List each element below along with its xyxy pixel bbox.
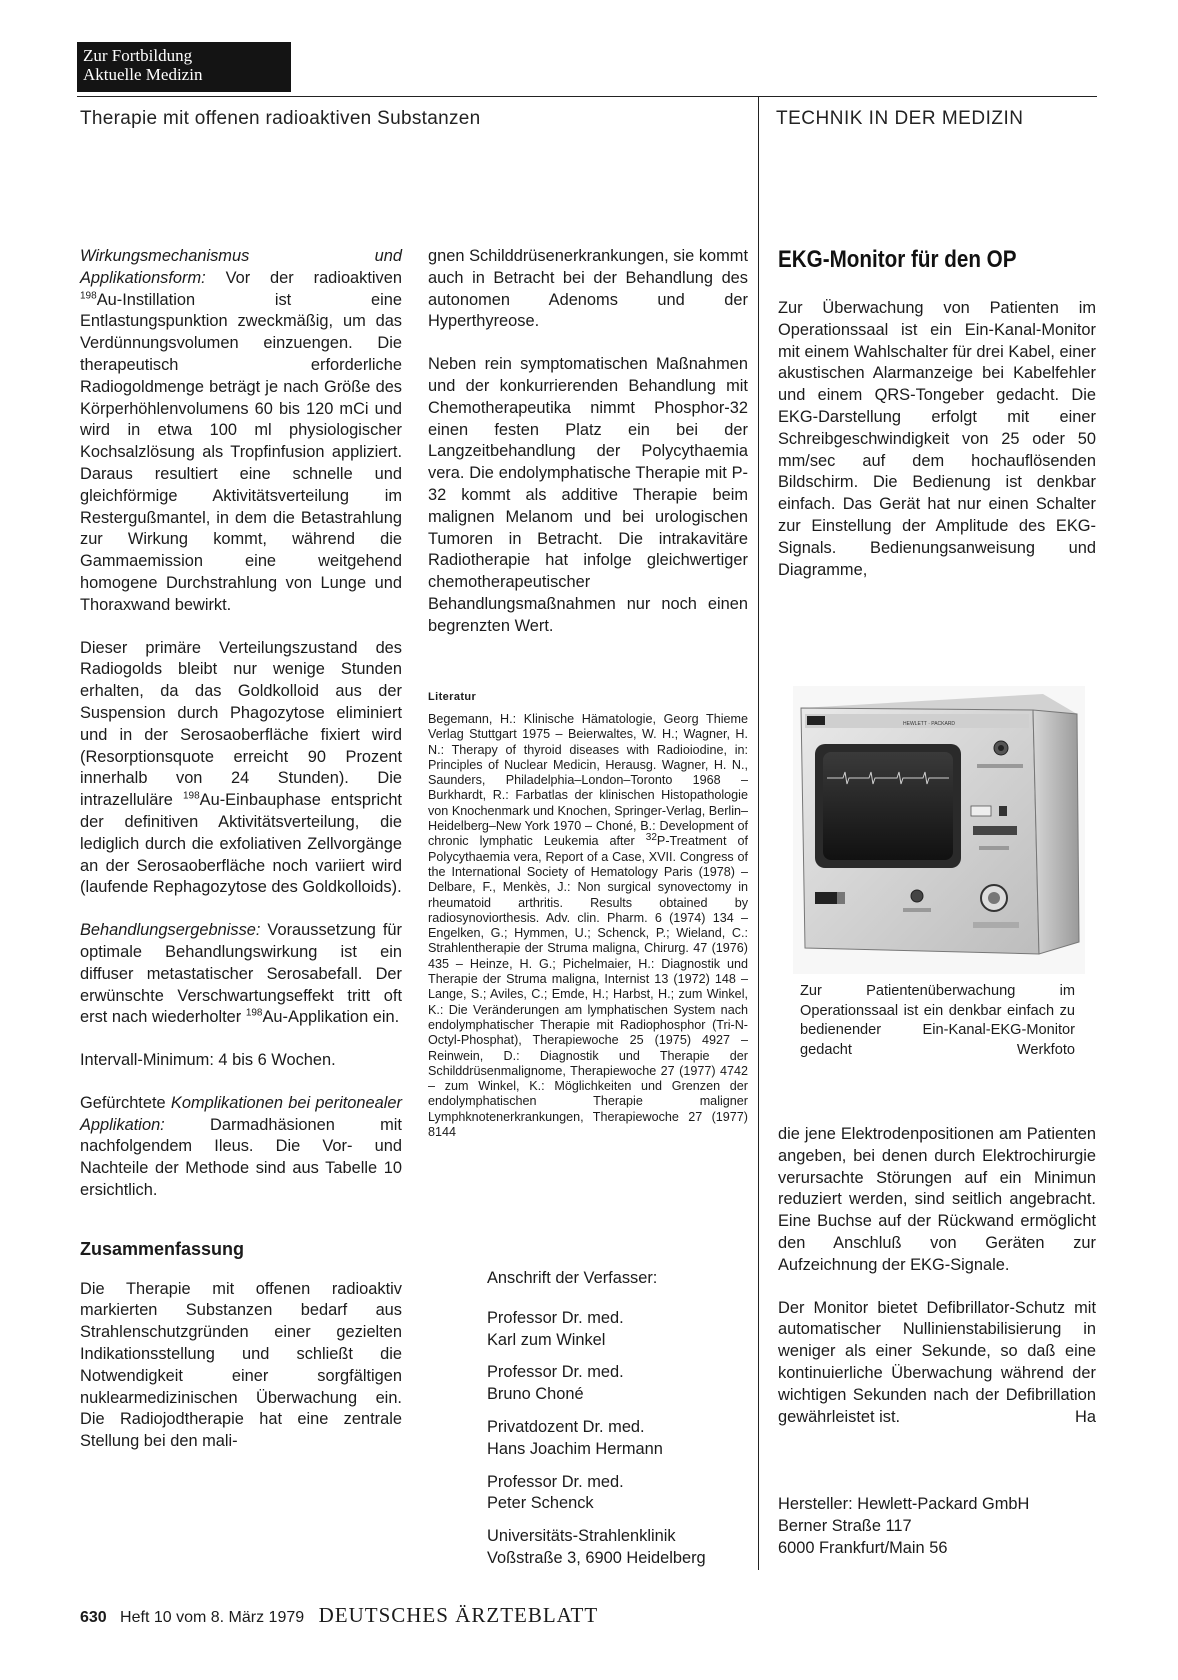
text: Privatdozent Dr. med. bbox=[487, 1417, 645, 1436]
article-column-1 bbox=[80, 246, 402, 1474]
caption-text: Zur Patientenüberwachung im Operationssaal ist ein denkbar einfach zu bedienender Ein-Kanal-EKG-Monitor gedacht bbox=[800, 983, 1075, 1058]
literature-label: Literatur bbox=[428, 691, 477, 703]
address-heading: Anschrift der Verfasser: bbox=[487, 1269, 658, 1287]
inline-heading: Komplikationen bei peritonealer Applikation: bbox=[80, 1093, 402, 1134]
references bbox=[428, 712, 748, 1140]
text: Professor Dr. med. bbox=[487, 1363, 624, 1382]
article-headline: EKG-Monitor für den OP bbox=[778, 246, 1017, 273]
text: Hans Joachim Hermann bbox=[487, 1439, 663, 1458]
text: Professor Dr. med. bbox=[487, 1308, 624, 1327]
ekg-monitor-photo bbox=[793, 686, 1085, 974]
page-footer bbox=[80, 1603, 598, 1628]
text: Karl zum Winkel bbox=[487, 1330, 606, 1349]
text: Der Monitor bietet Defibrillator-Schutz mit automatischer Nullinienstabilisierung in weniger als einer Sekunde, so daß eine kontinuierliche Überwachung während der wichtigen Sekunden nach der Defibrillation gewährleistet ist. bbox=[778, 1298, 1096, 1426]
text: Gefürchtete bbox=[80, 1093, 171, 1112]
paragraph: Zur Überwachung von Patienten im Operationssaal ist ein Ein-Kanal-Monitor mit einem Wahlschalter für drei Kabel, einer akustischen Alarmanzeige bei Kabelfehler und einem QRS-Tongeber gedacht. Die EKG-Darstellung erfolgt mit einer Schreibgeschwindigkeit von 25 oder 50 mm/sec auf dem hochauflösenden Bildschirm. Die Bedienung ist denkbar einfach. Das Gerät hat nur einen Schalter zur Einstellung der Amplitude des EKG-Signals. Bedienungsanweisung und Diagramme, bbox=[778, 299, 1096, 579]
literature-list bbox=[428, 712, 748, 1140]
paragraph bbox=[80, 246, 402, 617]
text: Peter Schenck bbox=[487, 1494, 594, 1513]
running-head-right: TECHNIK IN DER MEDIZIN bbox=[776, 108, 1024, 129]
text: Darmadhäsionen mit nachfolgendem Ileus. Die Vor- und Nachteile der Methode sind aus Tabelle 10 ersichtlich. bbox=[80, 1115, 402, 1200]
superscript: 198 bbox=[182, 790, 200, 802]
kicker-line-1: Zur Fortbildung bbox=[83, 46, 193, 65]
article-column-3 bbox=[778, 298, 1096, 602]
text: Voraussetzung für optimale Behandlungswirkung ist ein diffuser metastatischer Serosabefall. Der erwünschte Verschwartungseffekt tritt oft erst nach wiederholter bbox=[80, 921, 402, 1027]
text: Au-Applikation ein. bbox=[262, 1008, 400, 1027]
text: Bruno Choné bbox=[487, 1385, 584, 1404]
article-column-3-continued bbox=[778, 1124, 1096, 1449]
paragraph bbox=[80, 1093, 402, 1202]
manufacturer-line: Hersteller: Hewlett-Packard GmbH bbox=[778, 1495, 1030, 1513]
paragraph: Intervall-Minimum: 4 bis 6 Wochen. bbox=[80, 1051, 336, 1070]
text: Universitäts-Strahlenklinik bbox=[487, 1527, 676, 1546]
text: Dieser primäre Verteilungszustand des Radiogolds bleibt nur wenige Stunden erhalten, da das Goldkolloid aus der Suspension durch Phagozytose eliminiert und in der Serosaoberfläche fixiert wird (Resorptionsquote erreicht 90 Prozent innerhalb von 24 Stunden). Die intrazelluläre bbox=[80, 638, 402, 810]
photo-credit: Werkfoto bbox=[1016, 1041, 1075, 1058]
author-entry bbox=[487, 1472, 706, 1516]
text: Vor der radioaktiven bbox=[205, 268, 402, 287]
paragraph: gnen Schilddrüsenerkrankungen, sie kommt auch in Betracht bei der Behandlung des autonomen Adenoms und der Hyperthyreose. bbox=[428, 247, 748, 331]
paragraph: Die Therapie mit offenen radioaktiv markierten Substanzen bedarf aus Strahlenschutzgründen einer gezielten Indikationsstellung und schließt die Notwendigkeit einer sorgfältigen nuklearmedizinischen Überwachung ein. Die Radiojodtherapie hat eine zentrale Stellung bei den mali- bbox=[80, 1279, 402, 1451]
text: P-Treatment of Polycythaemia vera, Report of a Case, XVII. Congress of the International Society of Hematology Paris (1978) – Delbare, F., Menkès, J.: Non surgical synovectomy in rheumatoid arthritis. Results obtained by radiosynoviorthesis. Adv. clin. Pharm. 6 (1974) 134 – Engelken, G.; Hymmen, U.; Schenck, P.; Wieland, C.: Strahlentherapie der Struma maligna, Chirurg. 47 (1976) 435 – Heinze, H. G.; Pichelmaier, H.: Diagnostik und Therapie der Struma maligna, Internist 13 (1972) 148 – Lange, S.; Aviles, C.; Emde, H.; Harbst, H.; zum Winkel, K.: Die Veränderungen am lymphatischen System nach endolymphatischer Therapie mit Radiophosphor (Tri-N-Octyl-Phosphat), Therapiewoche 25 (1975) 4927 – Reinwein, D.: Diagnostik und Therapie der Schilddrüsenmalignome, Therapiewoche 27 (1977) 4742 – zum Winkel, K.: Möglichkeiten und Grenzen der endolymphatischen Therapie maligner Lymphknotenerkrankungen, Therapiewoche 27 (1977) 8144 bbox=[428, 834, 748, 1140]
author-entry bbox=[487, 1417, 706, 1461]
superscript: 198 bbox=[245, 1007, 263, 1019]
photo-caption bbox=[800, 982, 1075, 1060]
header-rule bbox=[77, 96, 1097, 97]
paragraph bbox=[778, 1298, 1096, 1429]
superscript: 198 bbox=[80, 290, 97, 302]
column-divider bbox=[758, 96, 759, 1570]
issue-info: Heft 10 vom 8. März 1979 bbox=[120, 1609, 305, 1626]
text: Begemann, H.: Klinische Hämatologie, Georg Thieme Verlag Stuttgart 1975 – Beierwaltes, W. H.; Wagner, H. N.: Therapy of thyroid diseases with Radioiodine, in: Principles of Nuclear Medicin, Herausg. Wagner, H. N., Saunders, Philadelphia–London–Toronto 1968 – Burkhardt, R.: Farbatlas der klinischen Histopathologie von Knochenmark und Knochen, Springer-Verlag, Berlin–Heidelberg–New York 1970 – Choné, B.: Development of chronic lymphatic Leukemia after bbox=[428, 712, 748, 849]
section-kicker bbox=[77, 42, 291, 92]
paragraph bbox=[80, 638, 402, 900]
inline-heading: Behandlungsergebnisse: bbox=[80, 921, 261, 940]
text: Professor Dr. med. bbox=[487, 1472, 624, 1491]
paragraph: die jene Elektrodenpositionen am Patienten angeben, bei denen durch Elektrochirurgie verursachte Störungen auf ein Minimun reduziert werden, sind seitlich angebracht. Eine Buchse auf der Rückwand ermöglicht den Anschluß von Geräten zur Aufzeichnung der EKG-Signale. bbox=[778, 1125, 1096, 1274]
running-head-left: Therapie mit offenen radioaktiven Substanzen bbox=[80, 108, 481, 129]
magazine-name: DEUTSCHES ÄRZTEBLATT bbox=[318, 1603, 599, 1627]
manufacturer-line: Berner Straße 117 bbox=[778, 1516, 912, 1535]
text: Au-Einbauphase entspricht der definitiven Aktivitätsverteilung, die lediglich durch die exfoliativen Zellvorgänge an der Serosaoberfläche noch variiert wird (laufende Rephagozytose des Goldkolloids). bbox=[80, 791, 402, 897]
author-entry bbox=[487, 1362, 706, 1406]
author-address bbox=[487, 1268, 706, 1581]
paragraph bbox=[80, 920, 402, 1029]
kicker-line-2: Aktuelle Medizin bbox=[83, 65, 203, 84]
article-column-2 bbox=[428, 246, 748, 659]
page-number: 630 bbox=[80, 1609, 107, 1626]
text: Voßstraße 3, 6900 Heidelberg bbox=[487, 1548, 706, 1567]
paragraph: Neben rein symptomatischen Maßnahmen und der konkurrierenden Behandlung mit Chemotherapeutika nimmt Phosphor-32 einen festen Platz ein bei der Langzeitbehandlung der Polycythaemia vera. Die endolymphatische Therapie mit P-32 kommt als additive Therapie beim malignen Melanom und bei urologischen Tumoren in Betracht. Die intrakavitäre Radiotherapie hat infolge gleichwertiger chemotherapeutischer Behandlungsmaßnahmen nur noch einen begrenzten Wert. bbox=[428, 355, 748, 635]
inline-heading: Wirkungsmechanismus und Applikationsform: bbox=[80, 247, 402, 287]
manufacturer-info bbox=[778, 1494, 1029, 1559]
manufacturer-line: 6000 Frankfurt/Main 56 bbox=[778, 1538, 948, 1557]
author-entry bbox=[487, 1308, 706, 1352]
author-signature: Ha bbox=[1075, 1407, 1096, 1426]
superscript: 32 bbox=[645, 832, 657, 844]
institution bbox=[487, 1526, 706, 1570]
text: Au-Instillation ist eine Entlastungspunktion zweckmäßig, um das Verdünnungsvolumen einzuengen. Die therapeutisch erforderliche Radiogoldmenge beträgt je nach Größe des Körperhöhlenvolumens 60 bis 120 mCi und wird in etwa 100 ml physiologischer Kochsalzlösung als Tropfinfusion appliziert. Daraus resultiert eine schnelle und gleichförmige Aktivitätsverteilung im Restergußmantel, in dem die Betastrahlung zur Wirkung kommt, während die Gammaemission eine weitgehend homogene Durchstrahlung von Lunge und Thoraxwand bewirkt. bbox=[80, 290, 402, 614]
brand-label: HEWLETT · PACKARD bbox=[903, 721, 956, 727]
section-heading: Zusammenfassung bbox=[80, 1238, 245, 1259]
